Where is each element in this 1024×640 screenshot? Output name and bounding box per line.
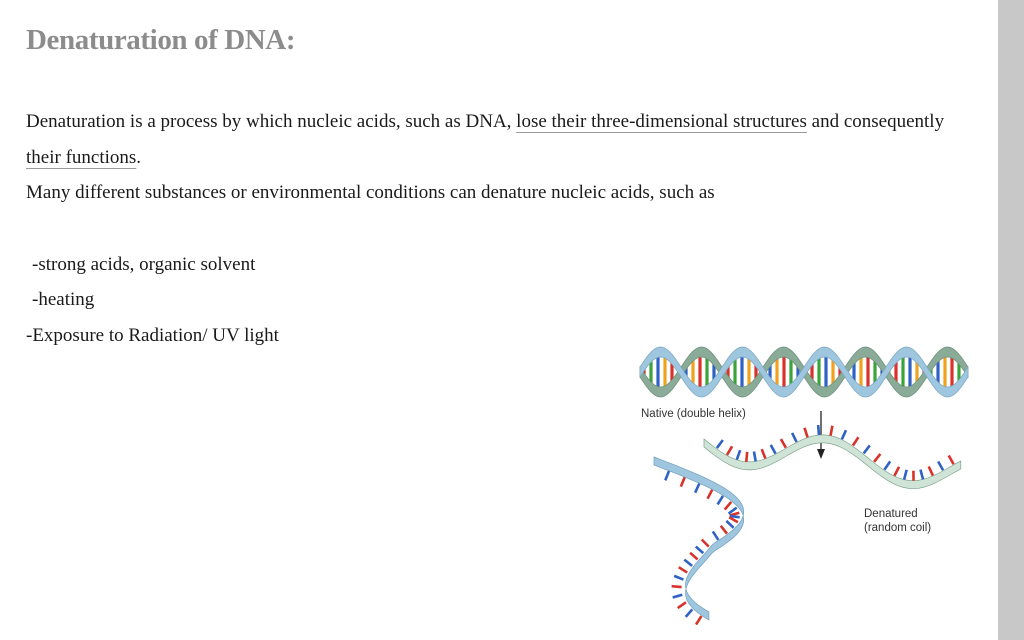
vertical-scrollbar[interactable]	[998, 0, 1024, 640]
denaturants-intro: Many different substances or environmental conditions can denature nucleic acids, such as	[26, 182, 715, 203]
condition-item: -heating	[32, 289, 95, 310]
link-their-functions[interactable]: their functions	[26, 146, 137, 168]
condition-item: -Exposure to Radiation/ UV light	[26, 324, 279, 346]
definition-text-1: Denaturation is a process by which nucleic acids, such as DNA,	[26, 111, 517, 132]
definition-text-2: and consequently	[806, 111, 945, 132]
slide-body	[26, 104, 966, 353]
definition-text-3: .	[136, 146, 142, 168]
dna-denaturation-illustration	[638, 343, 972, 628]
label-random-coil: (random coil)	[864, 522, 932, 534]
definition-paragraph	[26, 104, 966, 175]
native-double-helix	[640, 347, 968, 397]
label-native: Native (double helix)	[641, 408, 746, 420]
slide-title: Denaturation of DNA:	[26, 24, 296, 56]
dna-diagram-svg	[638, 343, 972, 628]
label-denatured: Denatured	[864, 508, 918, 520]
condition-item: -strong acids, organic solvent	[32, 253, 256, 275]
link-three-dimensional-structures[interactable]: lose their three-dimensional structures	[516, 111, 807, 132]
